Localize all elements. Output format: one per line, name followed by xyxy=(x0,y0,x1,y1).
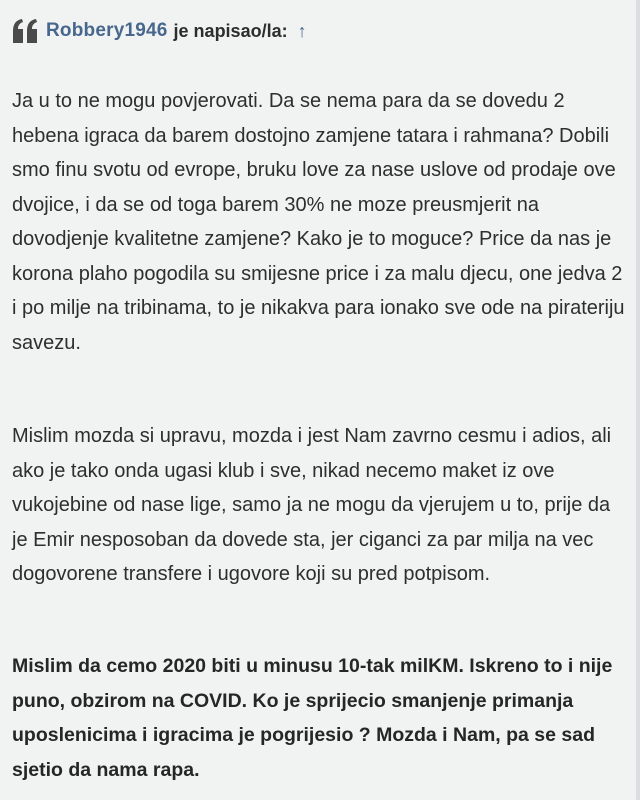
quote-paragraph-1: Ja u to ne mogu povjerovati. Da se nema para da se dovedu 2 hebena igraca da barem dostojno zamjene tatara i rahmana? Dobili smo finu svotu od evrope, bruku love za nase uslove od prodaje ove dvojice, i da se od toga barem 30% ne moze preusmjerit na dovodjenje kvalitetne zamjene? Kako je to moguce? Price da nas je korona plaho pogodila su smijesne price i za malu djecu, one jedva 2 i po milje na tribinama, to je nikakva para ionako sve ode na pirateriju savezu. xyxy=(12,90,625,354)
quote-header xyxy=(10,14,307,48)
quote-author-link[interactable]: Robbery1946 xyxy=(46,20,168,41)
quote-paragraph-2: Mislim mozda si upravu, mozda i jest Nam zavrno cesmu i adios, ali ako je tako onda ugasi klub i sve, nikad necemo maket iz ove vukojebine od nase lige, samo ja ne mogu da vjerujem u to, prije da je Emir nesposoban da dovede sta, jer ciganci za par milja na vec dogovorene transfere i ugovore koji su pred potpisom. xyxy=(12,425,612,585)
jump-to-post-icon[interactable]: ↑ xyxy=(297,20,307,41)
quote-paragraph-3-bold: Mislim da cemo 2020 biti u minusu 10-tak milKM. Iskreno to i nije puno, obzirom na COVID. Ko je sprijecio smanjenje primanja uposlenicima i igracima je pogrijesio ? Mozda i Nam, pa se sad sjetio da nama rapa. xyxy=(12,655,613,781)
quote-wrote-label: je napisao/la: xyxy=(173,20,288,41)
quote-icon xyxy=(10,16,40,46)
